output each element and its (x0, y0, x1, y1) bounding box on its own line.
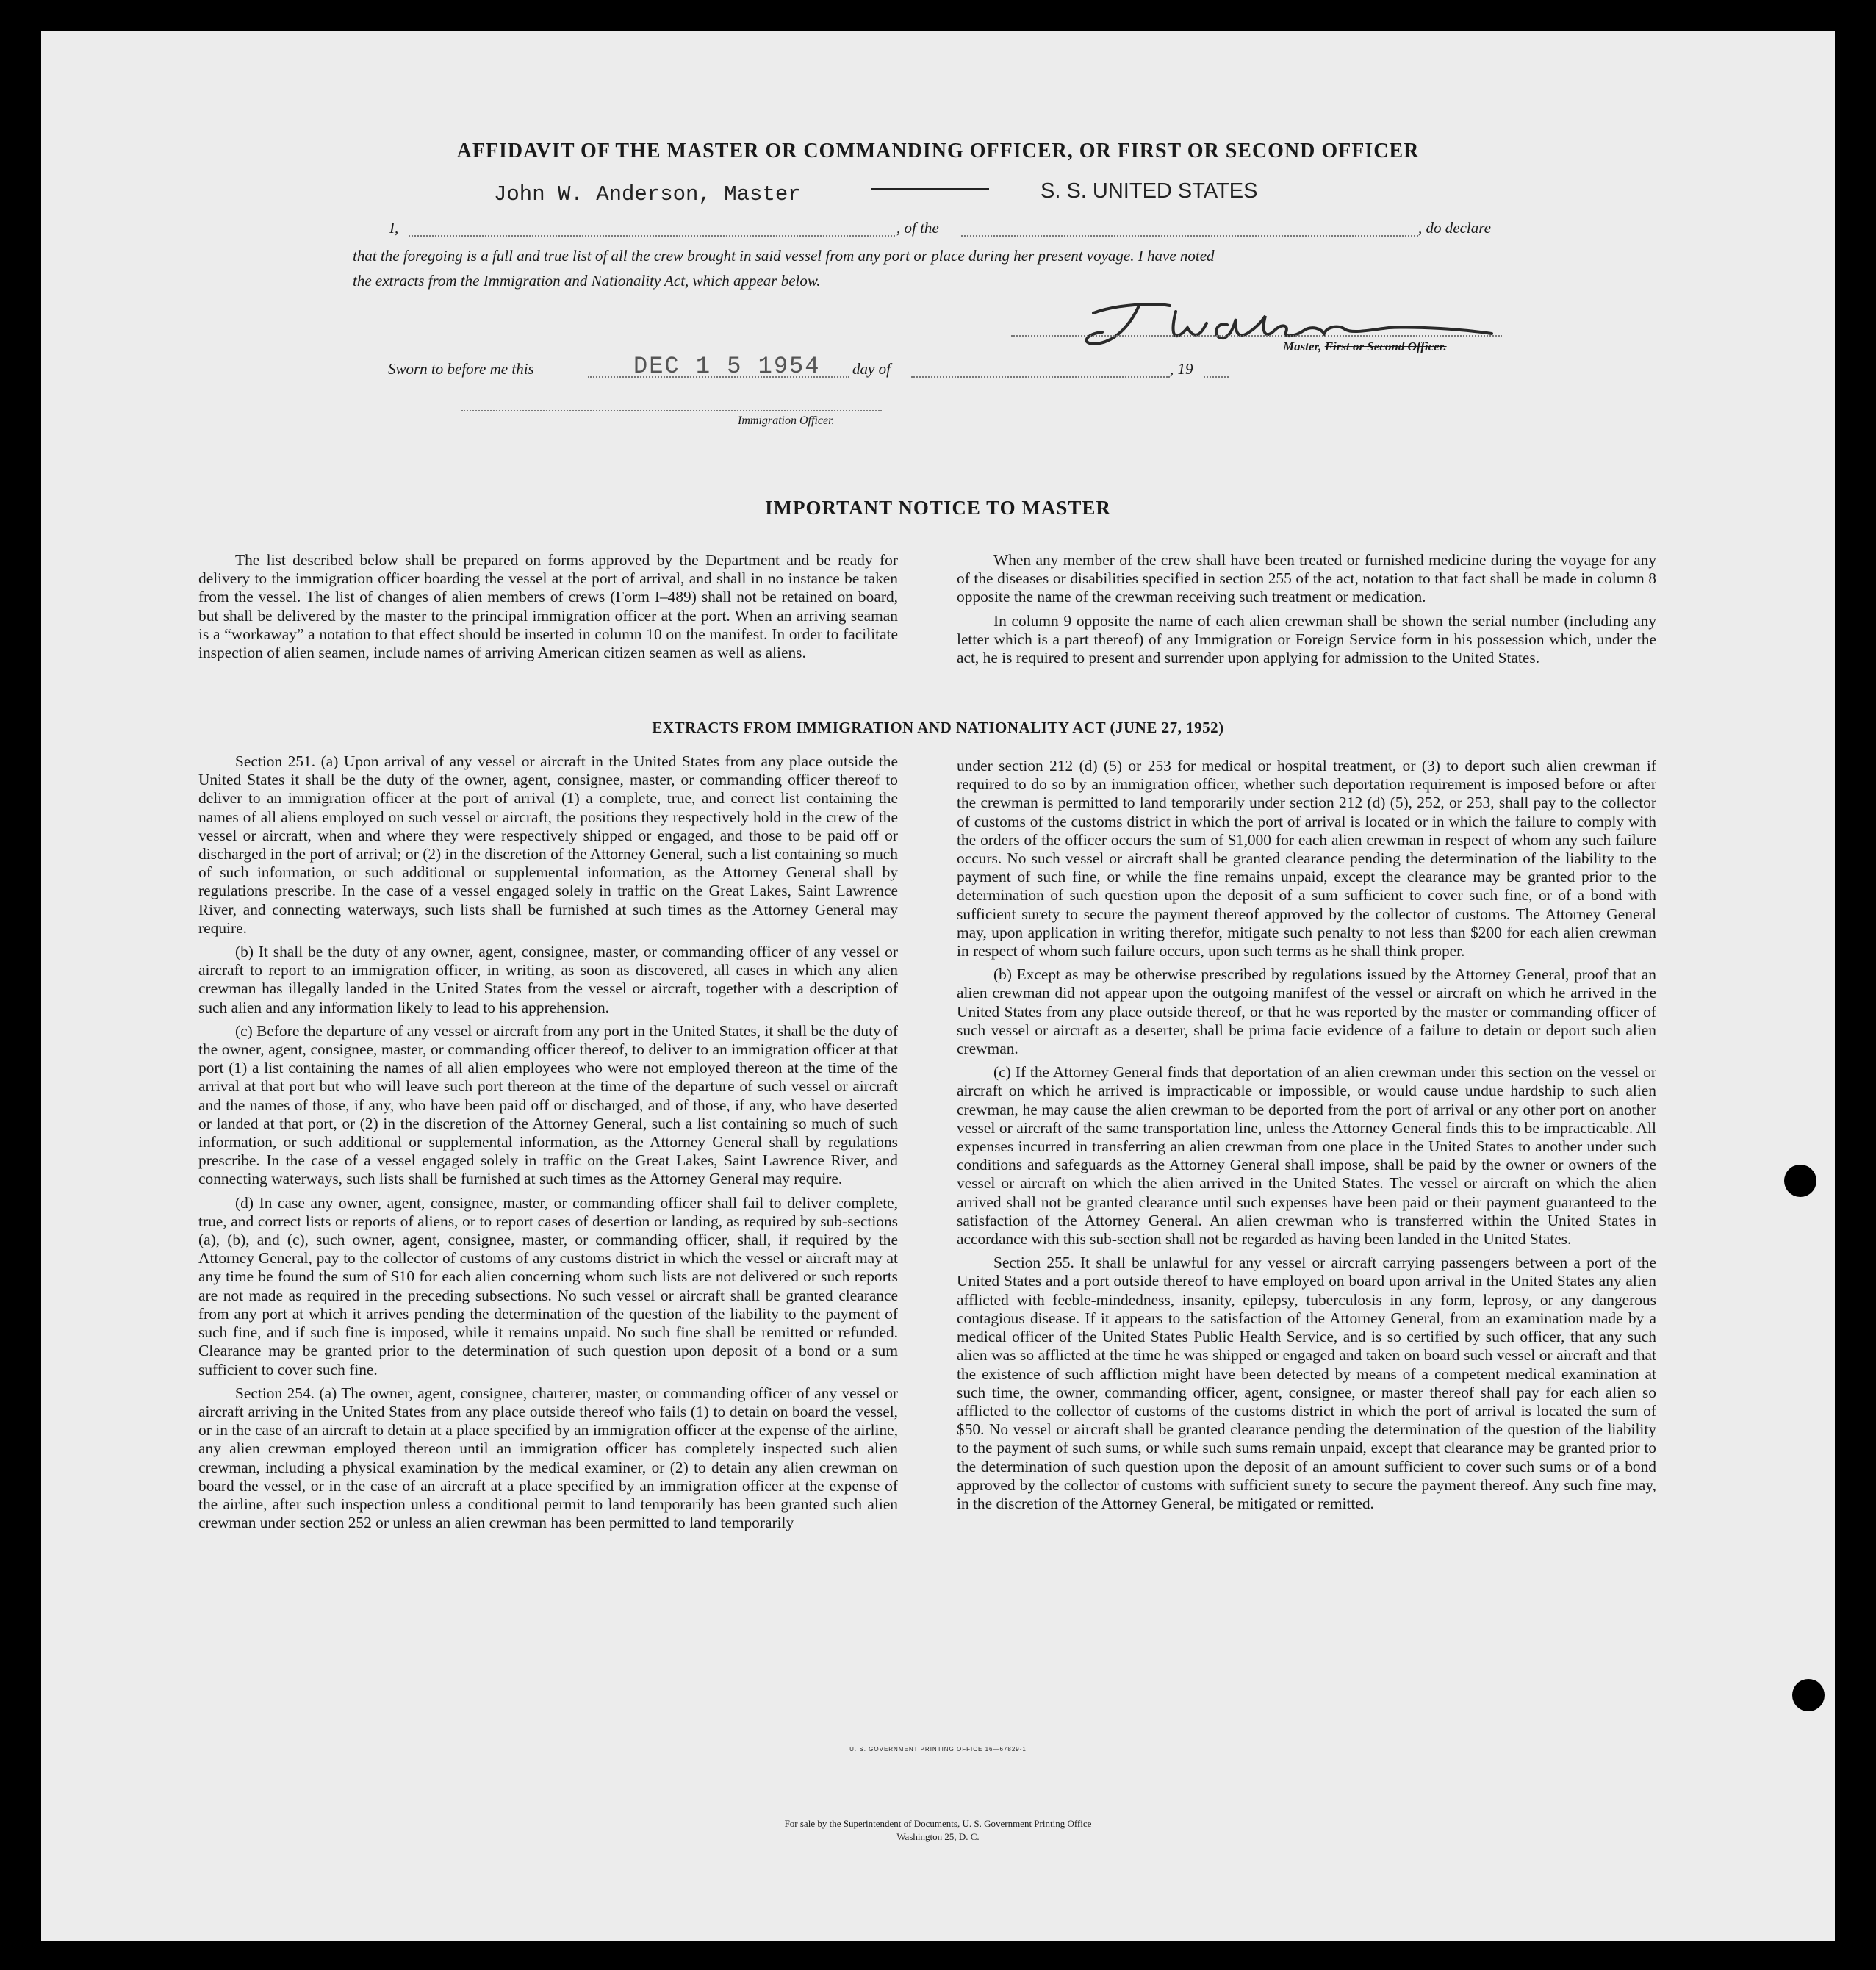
section-254b: (b) Except as may be otherwise prescribed by regulations issued by the Attorney General, proof that an alien crewman did not appear upon the outgoing manifest of the vessel or aircraft on which he arrived in the United States from any place outside thereof, or that he was reported by the master or commanding officer of such vessel or aircraft as a deserter, shall be prima facie evidence of a failure to detain or deport such alien crewman. (957, 966, 1656, 1058)
section-254a-continued: under section 212 (d) (5) or 253 for medical or hospital treatment, or (3) to deport such alien crewman if required to do so by an immigration officer, whether such deportation requirement is imposed before or after the crewman is permitted to land temporarily under section 212 (d) (5), 252, or 253, shall pay to the collector of customs of the customs district in which the port of arrival is located or in which the failure to comply with the orders of the officer occurs the sum of $1,000 for each alien crewman in respect of whom any such failure occurs. No such vessel or aircraft shall be granted clearance pending the determination of the liability to the payment of such fine, or while the fine remains unpaid, except the clearance may be granted prior to the determination of such question upon the deposit of a sum sufficient to cover such fine, or of a bond with sufficient surety to secure the payment thereof approved by the collector of customs. The Attorney General may, upon application in writing therefor, mitigate such penalty to not less than $200 for each alien crewman in respect of whom such failure occurs, upon such terms as he shall think proper. (957, 757, 1656, 960)
declaration-line-2: the extracts from the Immigration and Nationality Act, which appear below. (353, 272, 821, 290)
notice-left-column (198, 551, 898, 667)
master-role-label: Master, (1283, 339, 1322, 353)
day-of-label: day of (852, 360, 891, 378)
notice-left-paragraph: The list described below shall be prepared on forms approved by the Department and be ready for delivery to the immigration officer boarding the vessel at the port of arrival, and shall in no instance be taken from the vessel. The list of changes of alien members of crews (Form I–489) shall not be retained on board, but shall be delivered by the master to the principal immigration officer at the port. When an arriving seaman is a “workaway” a notation to that effect should be inserted in column 10 on the manifest. In order to facilitate inspection of alien seamen, include names of arriving American citizen seamen as well as aliens. (198, 551, 898, 662)
of-the-label: , of the (896, 219, 939, 237)
extracts-left-column (198, 752, 898, 1537)
section-255: Section 255. It shall be unlawful for any vessel or aircraft carrying passengers between a port of the United States and a port outside thereof to have employed on board upon arrival in the United States any alien afflicted with feeble-mindedness, insanity, epilepsy, tuberculosis in any form, leprosy, or any dangerous contagious disease. If it appears to the satisfaction of the Attorney General, from an examination made by a medical officer of the United States Public Health Service, and is so certified by such officer, that any such alien was so afflicted at the time he was shipped or engaged and taken on board such vessel or aircraft and that the existence of such affliction might have been detected by means of a competent medical examination at such time, the owner, commanding officer, agent, consignee, or master thereof shall pay for each alien so afflicted to the collector of customs of the customs district in which the port of arrival is located the sum of $50. No vessel or aircraft shall be granted clearance pending the determination of the question of the liability to the payment of such sums, or while such sums remain unpaid, except that clearance may be granted prior to the determination of such question upon the deposit of an amount sufficient to cover such sums or of a bond approved by the collector of customs with sufficient surety to secure the payment thereof. Any such fine may, in the discretion of the Attorney General, be mitigated or remitted. (957, 1254, 1656, 1512)
section-251a: Section 251. (a) Upon arrival of any vessel or aircraft in the United States from any place outside the United States it shall be the duty of the owner, agent, consignee, master, or commanding officer thereof to deliver to an immigration officer at the port of arrival (1) a complete, true, and correct list containing the names of all aliens employed on such vessel or aircraft, the positions they respectively hold in the crew of the vessel or aircraft, when and where they were respectively shipped or engaged, and those to be paid off or discharged in the port of arrival; or (2) in the discretion of the Attorney General, such a list containing so much of such information, or such additional or supplemental information, as the Attorney General shall by regulations prescribe. In the case of a vessel engaged solely in traffic on the Great Lakes, Saint Lawrence River, and connecting waterways, such lists shall be furnished at such times as the Attorney General may require. (198, 752, 898, 937)
signature-blank (1011, 335, 1502, 337)
sworn-label: Sworn to before me this (388, 360, 534, 378)
section-254c: (c) If the Attorney General finds that deportation of an alien crewman under this section on the vessel or aircraft on which he arrived is impracticable or impossible, or would cause undue hardship to such alien crewman, he may cause the alien crewman to be deported from the port of arrival or any other port on another vessel or aircraft of the same transportation line, unless the Attorney General finds this to be impracticable. All expenses incurred in transferring an alien crewman from one place in the United States to another under such conditions and safeguards as the Attorney General shall impose, shall be paid by the owner or owners of the vessel or aircraft on which the alien arrived in the United States. The vessel or aircraft on which the alien arrived shall not be granted clearance until such expenses have been paid or their payment guaranteed to the satisfaction of the Attorney General. An alien crewman who is transferred within the United States in accordance with this sub-section shall not be regarded as having been landed in the United States. (957, 1063, 1656, 1248)
notice-right-paragraph-1: When any member of the crew shall have been treated or furnished medicine during the voyage for any of the diseases or disabilities specified in section 255 of the act, notation to that fact shall be made in column 8 opposite the name of the crewman receiving such treatment or medication. (957, 551, 1656, 606)
sworn-date-stamp: DEC 1 5 1954 (633, 353, 821, 380)
month-blank (911, 376, 1170, 378)
declaration-line-1: that the foregoing is a full and true list of all the crew brought in said vessel from any port or place during her present voyage. I have noted (353, 247, 1215, 265)
signature-caption (1283, 339, 1447, 354)
struck-officer-label: First or Second Officer. (1324, 339, 1447, 353)
for-sale-line-2: Washington 25, D. C. (896, 1831, 980, 1842)
printing-office-imprint: U. S. GOVERNMENT PRINTING OFFICE 16—67829-1 (849, 1746, 1027, 1752)
for-sale-line-1: For sale by the Superintendent of Documents, U. S. Government Printing Office (784, 1818, 1092, 1829)
punch-hole-upper (1784, 1165, 1816, 1197)
master-name-typed: John W. Anderson, Master (494, 182, 801, 206)
year-label: , 19 (1170, 360, 1193, 378)
do-declare-label: , do declare (1418, 219, 1491, 237)
notice-right-column (957, 551, 1656, 672)
i-label: I, (389, 219, 399, 237)
ship-name-typed: S. S. UNITED STATES (1041, 179, 1258, 203)
extracts-title: EXTRACTS FROM IMMIGRATION AND NATIONALITY ACT (JUNE 27, 1952) (652, 719, 1224, 736)
notice-title: IMPORTANT NOTICE TO MASTER (765, 497, 1111, 519)
vessel-blank (961, 235, 1418, 237)
immigration-officer-label: Immigration Officer. (738, 414, 835, 427)
name-blank (409, 235, 895, 237)
title-rule (871, 188, 989, 190)
affidavit-title: AFFIDAVIT OF THE MASTER OR COMMANDING OFFICER, OR FIRST OR SECOND OFFICER (456, 140, 1420, 162)
section-251c: (c) Before the departure of any vessel or aircraft from any port in the United States, it shall be the duty of the owner, agent, consignee, master, or commanding officer thereof, to deliver to an immigration officer at that port (1) a list containing the names of all alien employees who were not employed thereon at the time of the arrival at that port but who will leave such port thereon at the time of the departure of such vessel or aircraft and the names of those, if any, who have been paid off or discharged, and of those, if any, who have deserted or landed at that port, or (2) in the discretion of the Attorney General, such a list containing so much of such information, or such additional or supplemental information, as the Attorney General shall by regulations prescribe. In the case of a vessel engaged solely in traffic on the Great Lakes, Saint Lawrence River, and connecting waterways, such lists shall be furnished at such times as the Attorney General may require. (198, 1021, 898, 1188)
section-251b: (b) It shall be the duty of any owner, agent, consignee, master, or commanding officer of any vessel or aircraft to report to an immigration officer, in writing, as soon as discovered, all cases in which any alien crewman has illegally landed in the United States from the vessel or aircraft, together with a description of such alien and any information likely to lead to his apprehension. (198, 943, 898, 1016)
year-blank (1204, 376, 1229, 378)
extracts-right-column (957, 757, 1656, 1518)
section-251d: (d) In case any owner, agent, consignee, master, or commanding officer shall fail to deliver complete, true, and correct lists or reports of aliens, or to report cases of desertion or landing, as required by sub-sections (a), (b), and (c), such owner, agent, consignee, master, or commanding officer, shall, if required by the Attorney General, pay to the collector of customs of any customs district in which the vessel or aircraft may at any time be found the sum of $10 for each alien concerning whom such lists are not delivered or such reports are not made as required in the preceding subsections. No such vessel or aircraft shall be granted clearance from any port at which it arrives pending the determination of the question of the liability to the payment of such fine, and if such fine is imposed, while it remains unpaid. No such fine shall be remitted or refunded. Clearance may be granted prior to the determination of such question upon deposit of a bond or a sum sufficient to cover such fine. (198, 1193, 898, 1378)
section-254a: Section 254. (a) The owner, agent, consignee, charterer, master, or commanding officer of any vessel or aircraft arriving in the United States from any place outside thereof who fails (1) to detain on board the vessel, or in the case of an aircraft to detain at a place specified by an immigration officer at the expense of the airline, any alien crewman employed thereon until an immigration officer has completely inspected such alien crewman, including a physical examination by the medical examiner, or (2) to detain any alien crewman on board the vessel, or in the case of an aircraft at a place specified by an immigration officer at the expense of the airline, after such inspection unless a conditional permit to land temporarily has been granted such alien crewman under section 252 or unless an alien crewman has been permitted to land temporarily (198, 1384, 898, 1532)
notice-right-paragraph-2: In column 9 opposite the name of each alien crewman shall be shown the serial number (including any letter which is a part thereof) of any Immigration or Foreign Service form in his possession which, under the act, he is required to present and surrender upon applying for admission to the United States. (957, 611, 1656, 667)
punch-hole-lower (1792, 1679, 1825, 1711)
immigration-officer-blank (461, 410, 882, 411)
